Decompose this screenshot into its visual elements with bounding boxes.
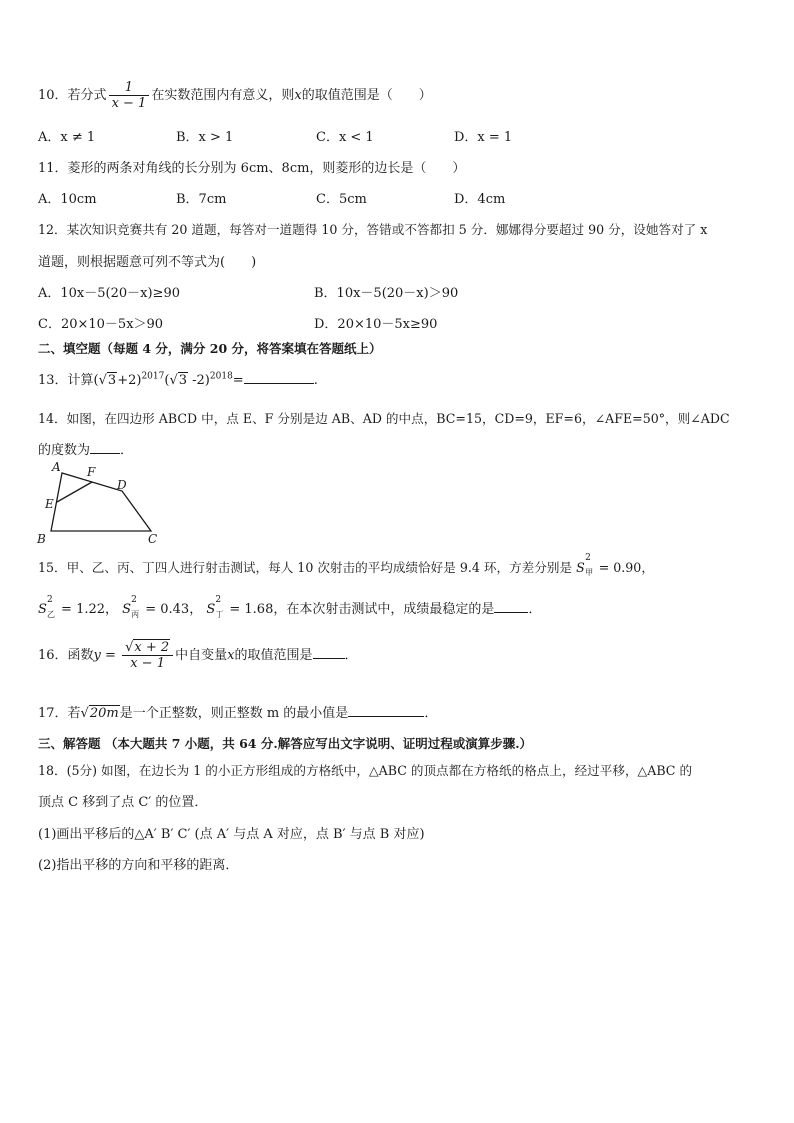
q12-option-d: D．20×10－5x≥90 [314,317,438,332]
q15-square: 2 [131,595,137,605]
q15-variance-yi [38,595,57,619]
q16-answer-blank[interactable] [313,645,345,659]
q18-subquestion-1: (1)画出平移后的△A′ B′ C′ (点 A′ 与点 A 对应，点 B′ 与点 B 对应) [38,827,425,842]
q13-exp1: 2017 [141,371,165,382]
q16-pre: 16．函数 [38,648,94,663]
q18-stem-line1: 18．(5分) 如图，在边长为 1 的小正方形组成的方格纸中，△ABC 的顶点都在方格纸的格点上，经过平移，△ABC 的 [38,763,693,778]
q16-frac-den: x − 1 [122,655,173,671]
q15-comma2: ， [105,602,119,617]
q12-option-b: B．10x－5(20－x)＞90 [314,286,459,301]
q10-option-c: C．x < 1 [316,130,374,145]
q15-variance-bing [122,595,141,619]
q14-stem-line2 [38,439,133,458]
q15-value-ding: = 1.68 [225,602,274,617]
q10-option-b: B．x > 1 [176,130,234,145]
q13-answer-blank[interactable] [244,370,314,384]
q18-subquestion-2: (2)指出平移的方向和平移的距离． [38,858,239,873]
q15-line2-post: ，在本次射击测试中，成绩最稳定的是 [273,602,495,617]
q10-pre: 若分式 [67,88,107,103]
q17-pre: 17．若 [38,706,81,721]
section-2-heading: 二、填空题（每题 4 分，满分 20 分，将答案填在答题纸上） [38,341,382,356]
q14-label-f: F [87,465,96,479]
q13-mid1: +2) [117,373,142,388]
q15-variance-ding [206,595,225,619]
q14-label-b: B [37,532,46,546]
q16-y: y [93,648,101,663]
q15-stem-line1 [38,553,654,577]
q15-sub-jia: 甲 [585,568,594,577]
q13-end: . [313,373,318,388]
q10-tail: 的取值范围是（ ） [301,88,432,103]
q14-label-c: C [148,532,158,546]
q10-number: 10． [38,88,68,103]
q10-post: 在实数范围内有意义，则 [151,88,295,103]
q11-option-b: B．7cm [176,192,227,207]
q13-eq: = [232,373,244,388]
q10-frac-den: x − 1 [109,95,150,111]
q15-s-symbol: S [576,560,585,575]
q12-stem-line1: 12．某次知识竞赛共有 20 道题，每答对一道题得 10 分，答错或不答都扣 5 分．娜娜得分要超过 90 分，设她答对了 x [38,222,708,237]
q16-var: x [227,648,235,663]
q16-post: 中自变量 [175,648,228,663]
q13-mid2: ( [164,373,170,388]
q17-post: 是一个正整数，则正整数 m 的最小值是 [119,706,349,721]
q18-stem-line2: 顶点 C 移到了点 C′ 的位置． [38,795,208,810]
q16-eq: = [100,648,121,663]
q17-answer-blank[interactable] [348,703,424,717]
q10-var: x [294,88,302,103]
q15-value-jia: = 0.90 [594,560,642,575]
q11-stem: 11．菱形的两条对角线的长分别为 6cm、8cm，则菱形的边长是（ ） [38,161,466,176]
q14-line2-post: ． [120,443,134,458]
q14-label-a: A [52,460,61,474]
q12-option-a: A．10x－5(20－x)≥90 [38,286,180,301]
q14-label-d: D [117,478,127,492]
q14-quadrilateral-figure [36,458,166,548]
q13-exp2: 2018 [209,371,233,382]
q15-comma3: ， [189,602,203,617]
q15-square: 2 [215,595,222,605]
q15-end: ． [528,602,542,617]
q13-sqrt1: √3 [98,373,117,388]
q15-value-bing: = 0.43 [141,602,190,617]
q14-segment-ef [57,482,92,502]
q16-stem [38,640,358,671]
q16-end: ． [344,648,358,663]
q12-option-c: C．20×10－5x＞90 [38,317,164,332]
q15-square: 2 [585,553,591,563]
q15-answer-blank[interactable] [494,599,528,613]
q13-stem [38,369,318,388]
q10-option-d: D．x = 1 [454,130,513,145]
q16-frac-num: √x + 2 [125,640,170,655]
q14-label-e: E [45,497,54,511]
q14-line2-pre: 的度数为 [38,443,91,458]
q14-quadrilateral-abcd [51,473,151,531]
q10-fraction [109,80,150,111]
q11-option-d: D．4cm [454,192,506,207]
q15-sub-yi: 乙 [47,610,55,619]
q12-stem-line2: 道题，则根据题意可列不等式为( ) [38,255,257,270]
q10-option-a: A．x ≠ 1 [38,130,96,145]
section-3-heading: 三、解答题 （本大题共 7 小题，共 64 分.解答应写出文字说明、证明过程或演算步骤.） [38,736,533,751]
q15-square: 2 [47,595,53,605]
q17-sqrt: √20m [80,706,119,721]
q15-sub-ding: 丁 [215,610,224,619]
q16-tail: 的取值范围是 [234,648,313,663]
q13-mid3: -2) [188,373,210,388]
q13-pre: 13．计算( [38,373,99,388]
q17-radicand: 20m [89,706,119,721]
q15-variance-jia [576,553,595,577]
q15-value-yi: = 1.22 [56,602,106,617]
q16-fraction [122,640,173,671]
q13-radicand2: 3 [178,373,188,388]
q15-sub-bing: 丙 [131,610,140,619]
q10-stem [38,80,432,111]
q13-radicand1: 3 [107,373,117,388]
q10-frac-num: 1 [124,80,134,95]
q15-s-symbol: S [206,602,216,617]
q16-radicand: x + 2 [134,640,170,655]
q15-s-symbol: S [122,602,132,617]
q15-line1-pre: 15．甲、乙、丙、丁四人进行射击测试，每人 10 次射击的平均成绩恰好是 9.4 环，方差分别是 [38,560,573,575]
q15-s-symbol: S [38,602,47,617]
q17-end: ． [424,706,438,721]
q14-stem-line1: 14．如图，在四边形 ABCD 中，点 E、F 分别是边 AB、AD 的中点，BC=15，CD=9，EF=6，∠AFE=50°，则∠ADC [38,411,730,426]
q11-option-a: A．10cm [38,192,97,207]
q11-option-c: C．5cm [316,192,367,207]
q17-stem [38,702,437,721]
q14-answer-blank[interactable] [90,440,120,454]
q13-sqrt2: √3 [169,373,188,388]
q15-stem-line2 [38,595,542,619]
q15-comma1: ， [641,560,654,575]
